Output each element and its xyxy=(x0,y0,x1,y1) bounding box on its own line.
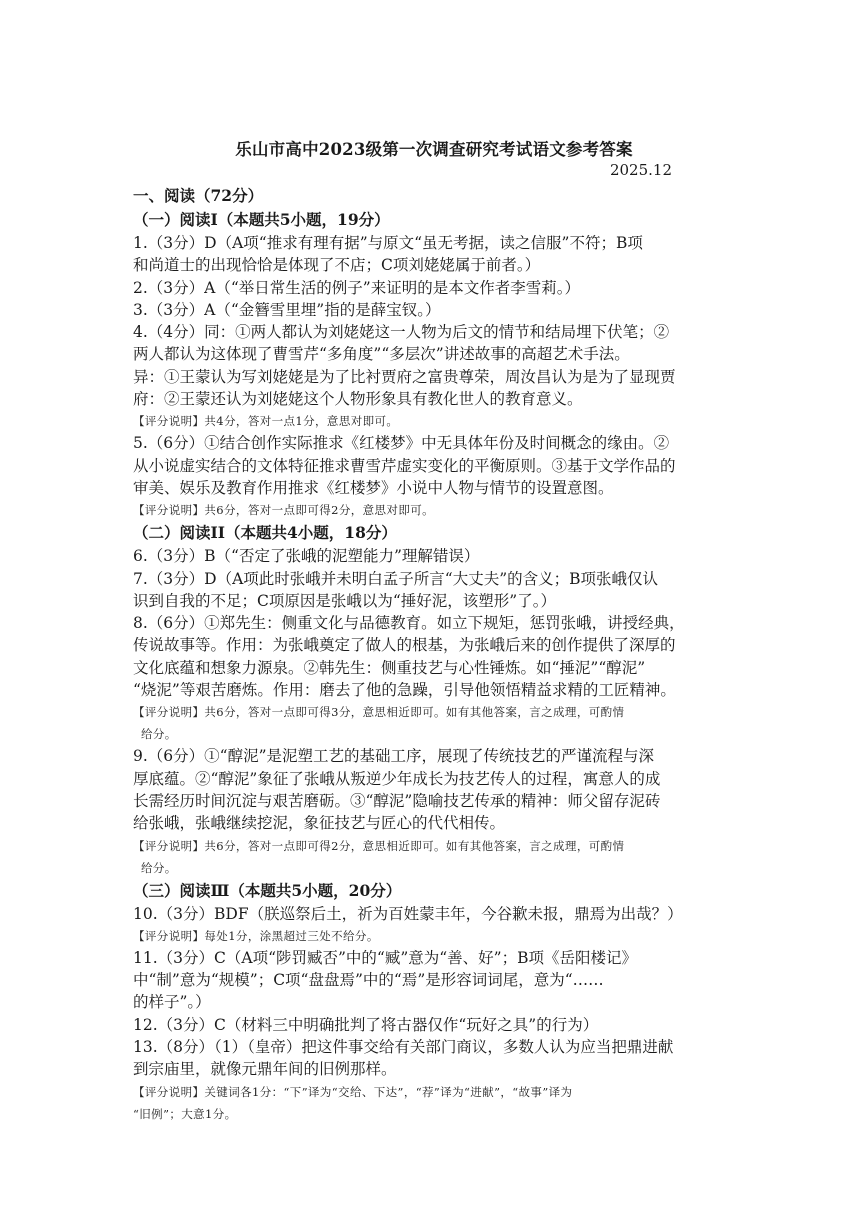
scoring-note: 【评分说明】共6分，答对一点即可得2分，意思相近即可。如有其他答案，言之成理，可酌情 xyxy=(133,838,625,853)
answer-q2 xyxy=(133,277,738,299)
scoring-note: 给分。 xyxy=(141,860,177,875)
answer-line: 异：①王蒙认为写刘姥姥是为了比衬贾府之富贵尊荣，周汝昌认为是为了显现贾 xyxy=(133,367,676,386)
answer-q11 xyxy=(133,947,738,1014)
answer-line: 2.（3分）A（“举日常生活的例子”来证明的是本文作者李雪莉。） xyxy=(133,278,580,297)
answer-line: 传说故事等。作用：为张峨奠定了做人的根基，为张峨后来的创作提供了深厚的 xyxy=(133,636,676,655)
answer-line: 长需经历时间沉淀与艰苦磨砺。③“醇泥”隐喻技艺传承的精神：师父留存泥砖 xyxy=(133,791,661,810)
answer-line: 13.（8分）（1）（皇帝）把这件事交给有关部门商议，多数人认为应当把鼎进献 xyxy=(133,1038,674,1057)
answer-line: 5.（6分）①结合创作实际推求《红楼梦》中无具体年份及时间概念的缘由。② xyxy=(133,434,670,453)
answer-q10 xyxy=(133,903,738,947)
answer-line: 3.（3分）A（“金簪雪里埋”指的是薛宝钗。） xyxy=(133,300,441,319)
answer-q4 xyxy=(133,321,738,432)
answer-line: 识到自我的不足；C项原因是张峨以为“捶好泥，该塑形”了。） xyxy=(133,591,556,610)
subsection-heading-reading-1: （一）阅读Ⅰ（本题共5小题，19分） xyxy=(133,210,390,229)
answer-line: 两人都认为这体现了曹雪芹“多角度”“多层次”讲述故事的高超艺术手法。 xyxy=(133,345,630,364)
scoring-note: 【评分说明】每处1分，涂黑超过三处不给分。 xyxy=(133,928,379,943)
scoring-note: 【评分说明】共6分，答对一点即可得3分，意思相近即可。如有其他答案，言之成理，可酌情 xyxy=(133,705,625,720)
answer-line: 7.（3分）D（A项此时张峨并未明白孟子所言“大丈夫”的含义；B项张峨仅认 xyxy=(133,569,659,588)
answer-q8 xyxy=(133,612,738,745)
answer-q6 xyxy=(133,545,738,567)
answer-line: 府：②王蒙还认为刘姥姥这个人物形象具有教化世人的教育意义。 xyxy=(133,390,583,409)
answer-line: 厚底蕴。②“醇泥”象征了张峨从叛逆少年成长为技艺传人的过程，寓意人的成 xyxy=(133,769,661,788)
scoring-note: 【评分说明】共4分，答对一点1分，意思对即可。 xyxy=(133,414,399,429)
answer-q3 xyxy=(133,299,738,321)
scoring-note: 给分。 xyxy=(141,727,177,742)
answer-q7 xyxy=(133,568,738,613)
answer-line: 给张峨，张峨继续挖泥，象征技艺与匠心的代代相传。 xyxy=(133,814,506,833)
scoring-note: 【评分说明】共6分，答对一点即可得2分，意思对即可。 xyxy=(133,503,435,518)
answer-q1 xyxy=(133,232,738,277)
answer-line: 从小说虚实结合的文体特征推求曹雪芹虚实变化的平衡原则。③基于文学作品的 xyxy=(133,456,676,475)
answer-line: 11.（3分）C（A项“陟罚臧否”中的“臧”意为“善、好”；B项《岳阳楼记》 xyxy=(133,948,638,967)
document-date: 2025.12 xyxy=(609,161,672,179)
answer-line: 6.（3分）B（“否定了张峨的泥塑能力”理解错误） xyxy=(133,547,480,566)
answer-q5 xyxy=(133,432,738,521)
answer-line: “烧泥”等艰苦磨炼。作用：磨去了他的急躁，引导他领悟精益求精的工匠精神。 xyxy=(133,681,676,700)
answer-line: 中“制”意为“规模”；C项“盘盘焉”中的“焉”是形容词词尾，意为“…… xyxy=(133,971,604,990)
subsection-heading-reading-2: （二）阅读II（本题共4小题，18分） xyxy=(133,523,397,543)
answer-line: 8.（6分）①郑先生：侧重文化与品德教育。如立下规矩，惩罚张峨，讲授经典， xyxy=(133,614,685,633)
answer-content xyxy=(133,184,738,1125)
subsection-heading-reading-3: （三）阅读Ⅲ（本题共5小题，20分） xyxy=(133,880,402,900)
answer-q13 xyxy=(133,1036,738,1125)
answer-line: 到宗庙里，就像元鼎年间的旧例那样。 xyxy=(133,1060,397,1079)
answer-q9 xyxy=(133,745,738,878)
answer-line: 12.（3分）C（材料三中明确批判了将古器仅作“玩好之具”的行为） xyxy=(133,1015,599,1034)
section-heading-reading: 一、阅读（72分） xyxy=(133,186,264,205)
answer-line: 的样子”。） xyxy=(133,993,211,1012)
answer-line: 文化底蕴和想象力源泉。②韩先生：侧重技艺与心性锤炼。如“捶泥”“醇泥” xyxy=(133,658,646,677)
scoring-note: “旧例”；大意1分。 xyxy=(133,1106,237,1121)
page-title: 乐山市高中2023级第一次调查研究考试语文参考答案 xyxy=(235,140,633,159)
answer-line: 1.（3分）D（A项“推求有理有据”与原文“虽无考据，读之信服”不符；B项 xyxy=(133,234,643,252)
answer-q12 xyxy=(133,1014,738,1036)
answer-line: 10.（3分）BDF（朕巡祭后土，祈为百姓蒙丰年，今谷歉未报，鼎焉为出哉？） xyxy=(133,904,683,923)
scoring-note: 【评分说明】关键词各1分：“下”译为“交给、下达”，“荐”译为“进献”，“故事”译为 xyxy=(133,1084,573,1099)
answer-line: 4.（4分）同：①两人都认为刘姥姥这一人物为后文的情节和结局埋下伏笔；② xyxy=(133,323,670,342)
answer-line: 和尚道士的出现恰恰是体现了不店；C项刘姥姥属于前者。） xyxy=(133,256,541,275)
answer-line: 审美、娱乐及教育作用推求《红楼梦》小说中人物与情节的设置意图。 xyxy=(133,478,614,497)
answer-line: 9.（6分）①“醇泥”是泥塑工艺的基础工序，展现了传统技艺的严谨流程与深 xyxy=(133,747,655,766)
